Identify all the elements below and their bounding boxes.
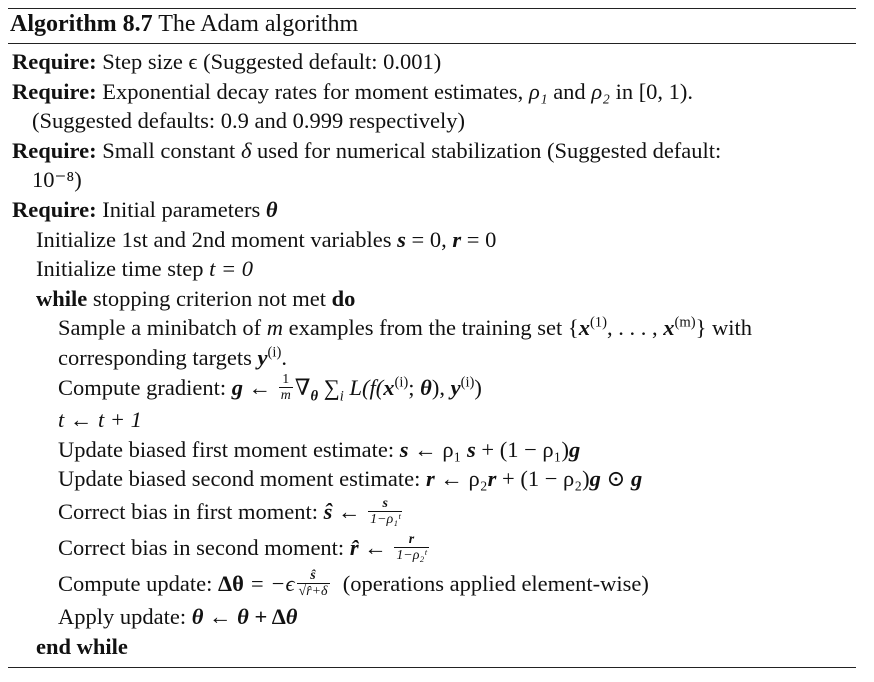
caption-label: Algorithm 8.7 <box>10 11 153 37</box>
update-fraction: $\frac{ŝ}{√r̂+\delta}$ <box>298 568 328 600</box>
compute-update: Compute update: Δθ = −ϵ $\frac{ŝ}{√r̂+\delta}$ (operations applied element-wise) <box>58 568 649 600</box>
update-second-moment: Update biased second moment estimate: r ← ρ₂r + (1 − ρ₂)g ⊙ g <box>58 466 643 492</box>
require-small-constant: Require: Small constant δ used for numerical stabilization (Suggested default: <box>12 137 722 163</box>
compute-gradient: Compute gradient: g ← $\frac{1}{m}$ $\nabla_\theta$ $\sum_i$ $L(f(x^{(i)}$; θ), $y^{(i)}$) <box>58 371 482 405</box>
apply-update: Apply update: θ ← θ + Δθ <box>58 604 298 629</box>
require-decay-rates: Require: Exponential decay rates for moment estimates, ρ₁ and ρ₂ in [0, 1). <box>12 78 694 104</box>
second-moment-fraction: $\frac{r}{\text{1−ρ₂ᵗ}}$ <box>396 532 427 564</box>
first-moment-fraction: $\frac{s}{\text{1−ρ₁ᵗ}}$ <box>370 496 401 528</box>
require-step-size: Require: Step size ϵ (Suggested default: 0.001) <box>12 49 442 74</box>
sample-minibatch-cont: corresponding targets $y^{(i)}$. <box>58 344 287 370</box>
init-moments: Initialize 1st and 2nd moment variables s = 0, r = 0 <box>36 226 497 252</box>
require-small-constant-cont: 10⁻⁸) <box>32 167 82 193</box>
bottom-rule <box>8 667 856 668</box>
init-time-step: Initialize time step t = 0 <box>36 256 254 282</box>
update-first-moment: Update biased first moment estimate: s ← ρ₁ s + (1 − ρ₁)g <box>58 436 581 462</box>
algorithm-caption <box>8 9 856 39</box>
while-header: while stopping criterion not met do <box>36 285 356 311</box>
sample-minibatch: Sample a minibatch of m examples from the training set {$x^{(1)}$, . . . , $x^{(m)}$} with <box>58 314 753 341</box>
require-initial-params: Require: Initial parameters θ <box>12 196 278 222</box>
correct-second-moment: Correct bias in second moment: r̂ ← $\frac{r}{\text{1−ρ₂ᵗ}}$ <box>58 532 427 564</box>
increment-time: t ← t + 1 <box>58 407 142 433</box>
algorithm-box <box>8 8 856 668</box>
require-decay-rates-cont: (Suggested defaults: 0.9 and 0.999 respectively) <box>32 108 466 134</box>
correct-first-moment: Correct bias in first moment: ŝ ← $\frac{s}{\text{1−ρ₁ᵗ}}$ <box>58 496 401 528</box>
algorithm-body <box>8 44 856 661</box>
gradient-fraction: $\frac{1}{m}$ <box>280 371 291 403</box>
end-while: end while <box>36 633 128 659</box>
caption-title: The Adam algorithm <box>158 11 359 37</box>
